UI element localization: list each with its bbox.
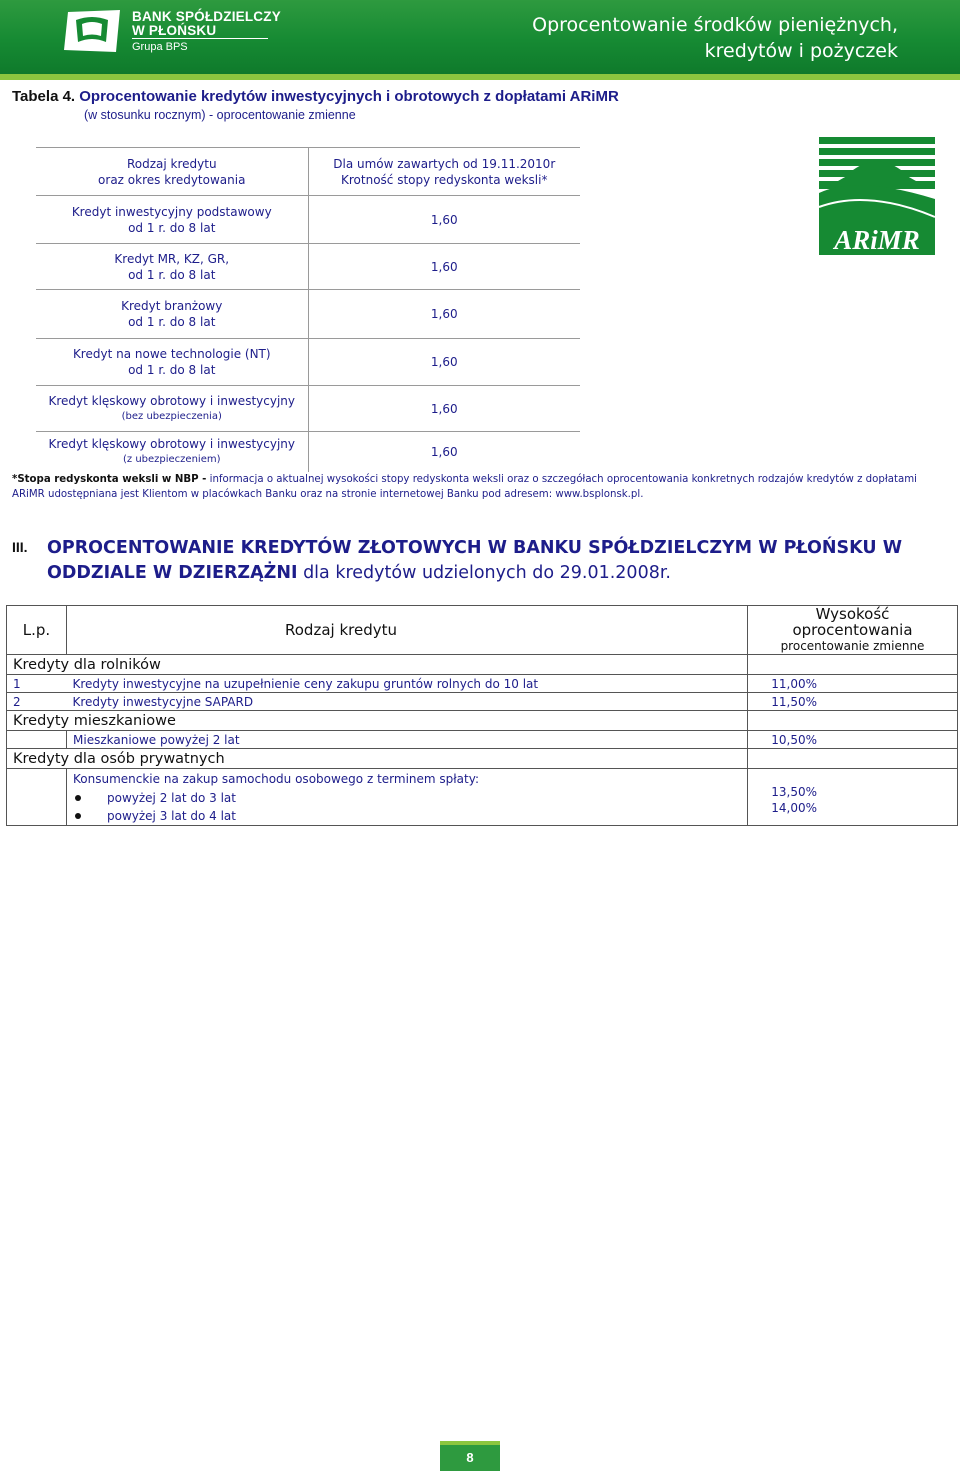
rate-value: 11,00% xyxy=(748,675,958,693)
bank-group: Grupa BPS xyxy=(132,41,188,53)
group-row-farmers xyxy=(7,655,958,675)
table-row: Mieszkaniowe powyżej 2 lat 10,50% xyxy=(7,731,958,749)
table-row: Kredyt klęskowy obrotowy i inwestycyjny (z ubezpieczeniem) 1,60 xyxy=(36,432,580,472)
header-cell-rate: Wysokość oprocentowania procentowanie zmienne xyxy=(748,606,958,655)
list-item: powyżej 3 lat do 4 lat xyxy=(73,807,741,825)
table4-subtitle: (w stosunku rocznym) - oprocentowanie zmienne xyxy=(84,108,356,122)
rate-value: 1,60 xyxy=(308,339,580,386)
loan-rates-table xyxy=(6,605,958,826)
header-cell-kind: Rodzaj kredytu xyxy=(67,606,748,655)
list-item: powyżej 2 lat do 3 lat xyxy=(73,789,741,807)
table-row: 1 Kredyty inwestycyjne na uzupełnienie ceny zakupu gruntów rolnych do 10 lat 11,00% xyxy=(7,675,958,693)
rate-value: 1,60 xyxy=(308,196,580,244)
header-cell-lp: L.p. xyxy=(7,606,67,655)
header-banner xyxy=(0,0,960,74)
rate-value: 1,60 xyxy=(308,386,580,432)
group-label: Kredyty dla osób prywatnych xyxy=(7,749,748,769)
group-row-housing xyxy=(7,711,958,731)
page-heading: Oprocentowanie środków pieniężnych, kredytów i pożyczek xyxy=(532,14,898,62)
bank-name: BANK SPÓŁDZIELCZY W PŁOŃSKU xyxy=(132,9,281,38)
rate-value: 1,60 xyxy=(308,432,580,472)
table-row: Kredyt branżowy od 1 r. do 8 lat 1,60 xyxy=(36,290,580,339)
arimr-logo xyxy=(818,137,936,255)
group-label: Kredyty mieszkaniowe xyxy=(7,711,748,731)
section-number: III. xyxy=(12,539,28,555)
term-list xyxy=(73,789,741,825)
bank-name-divider xyxy=(132,38,268,39)
table-row: 2 Kredyty inwestycyjne SAPARD 11,50% xyxy=(7,693,958,711)
group-label: Kredyty dla rolników xyxy=(7,655,748,675)
table4-title: Tabela 4. Oprocentowanie kredytów inwestycyjnych i obrotowych z dopłatami ARiMR xyxy=(12,88,619,105)
table-row: Kredyt MR, KZ, GR, od 1 r. do 8 lat 1,60 xyxy=(36,244,580,290)
page-number: 8 xyxy=(440,1441,500,1471)
table-row: Kredyt na nowe technologie (NT) od 1 r. do 8 lat 1,60 xyxy=(36,339,580,386)
rate-value: 11,50% xyxy=(748,693,958,711)
header-cell-multiplier: Dla umów zawartych od 19.11.2010r Krotność stopy redyskonta weksli* xyxy=(308,148,580,196)
header-cell-kind: Rodzaj kredytu oraz okres kredytowania xyxy=(36,148,308,196)
svg-text:ARiMR: ARiMR xyxy=(834,225,920,255)
rate-value: 10,50% xyxy=(748,731,958,749)
table-row: Kredyt klęskowy obrotowy i inwestycyjny (bez ubezpieczenia) 1,60 xyxy=(36,386,580,432)
table-header-row xyxy=(36,148,580,196)
rate-value: 1,60 xyxy=(308,244,580,290)
table-header-row xyxy=(7,606,958,655)
bank-logo-icon xyxy=(62,8,126,54)
group-row-private xyxy=(7,749,958,769)
rate-value: 1,60 xyxy=(308,290,580,339)
table-row: Konsumenckie na zakup samochodu osobowego z terminem spłaty: powyżej 2 lat do 3 lat powyżej 3 lat do 4 lat 13,50% 14,00% xyxy=(7,769,958,826)
header-stripe xyxy=(0,74,960,80)
table-row: Kredyt inwestycyjny podstawowy od 1 r. do 8 lat 1,60 xyxy=(36,196,580,244)
rate-value: 13,50% 14,00% xyxy=(748,769,958,826)
arimr-rates-table xyxy=(36,147,580,472)
section-title: OPROCENTOWANIE KREDYTÓW ZŁOTOWYCH W BANKU SPÓŁDZIELCZYM W PŁOŃSKU W ODDZIALE W DZIERZĄŻNI dla kredytów udzielonych do 29.01.2008r. xyxy=(47,538,903,583)
table4-footnote: *Stopa redyskonta weksli w NBP - informacja o aktualnej wysokości stopy redyskonta weksli oraz o szczegółach oprocentowania konkretnych rodzajów kredytów z dopłatami ARiMR udostępniana jest Klientom w placówkach Banku oraz na stronie internetowej Banku pod adresem: www.bsplonsk.pl. xyxy=(12,474,917,500)
